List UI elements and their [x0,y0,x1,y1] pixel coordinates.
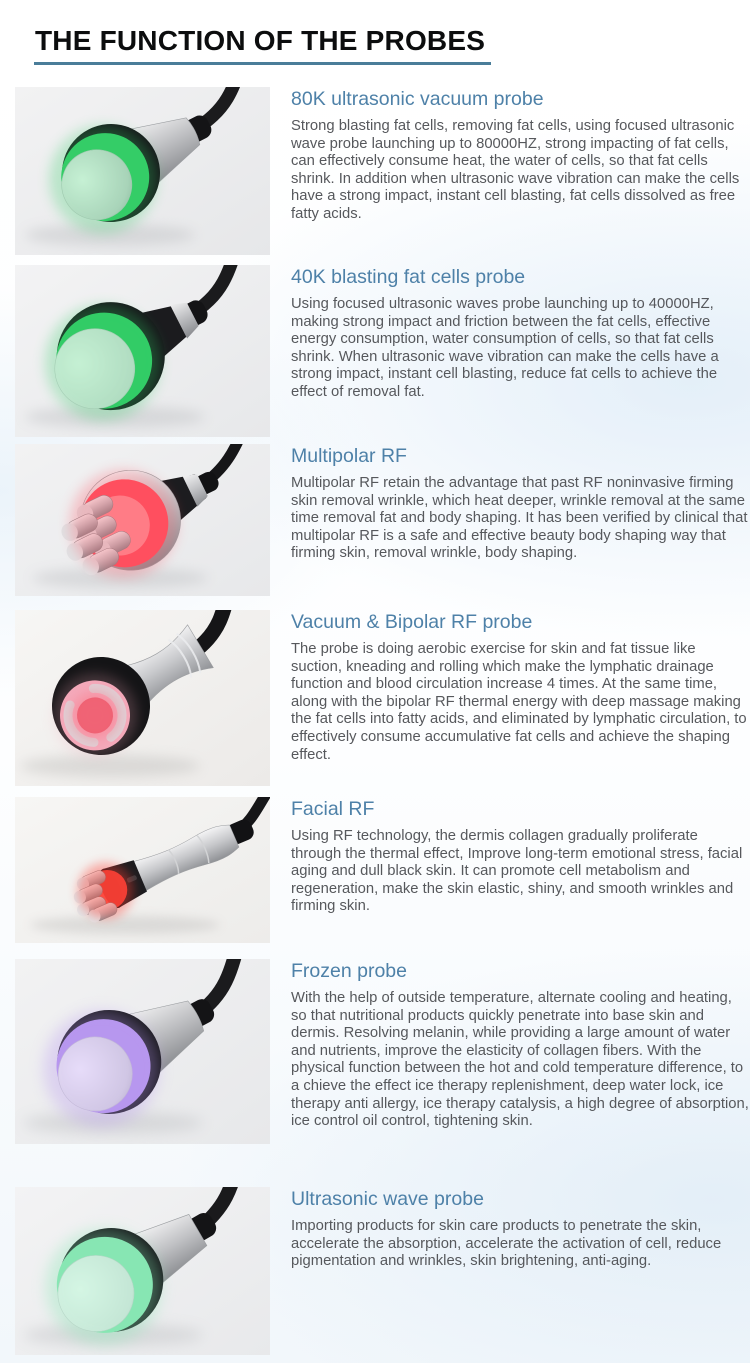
section-ultrasonic-wave-probe [15,1187,750,1355]
section-heading: Multipolar RF [291,445,407,467]
title-section [0,0,750,65]
page-title: THE FUNCTION OF THE PROBES [34,25,491,65]
probe-image-facial-rf [15,797,270,943]
section-vacuum-bipolar-rf [15,610,750,786]
section-heading: Vacuum & Bipolar RF probe [291,611,533,633]
section-text [291,87,750,224]
section-heading: 40K blasting fat cells probe [291,266,526,288]
section-body: Using RF technology, the dermis collagen gradually proliferate through the thermal effect, Improve long-term emotional stress, facial aging and dull black skin. It can promote cell metabolism and regeneration, make the skin elastic, shiny, and smooth wrinkles and firming skin. [291,828,743,915]
probe-sections [0,87,750,1355]
section-80k-vacuum-probe [15,87,750,255]
section-body: Strong blasting fat cells, removing fat cells, using focused ultrasonic wave probe launching up to 80000HZ, strong impacting of fat cells, can effectively consume heat, the water of cells, so that fat cells shrink. In addition when ultrasonic wave vibration can make the cells have a strong impact, instant cell blasting, fat cells dissolved as free fatty acids. [291,118,740,222]
probe-photo-illustration [15,959,270,1144]
probe-image-frozen [15,959,270,1144]
probe-image-vacuum-bipolar [15,610,270,786]
section-facial-rf [15,797,750,943]
section-body: Multipolar RF retain the advantage that past RF noninvasive firming skin removal wrinkle, which heat deeper, wrinkle removal at the same time removal fat and body shaping. It has been verified by clinical that multipolar RF is a safe and effective beauty body shaping way that firming skin, removal wrinkle, body shaping. [291,475,748,562]
probe-photo-illustration [15,265,270,437]
probe-photo-illustration [15,610,270,786]
probe-photo-illustration [15,1187,270,1355]
probe-image-40k [15,265,270,437]
section-text [291,610,750,764]
probe-photo-illustration [15,444,270,596]
section-body: With the help of outside temperature, alternate cooling and heating, so that nutritional products quickly penetrate into base skin and dermis. Resolving melanin, while providing a large amount of water and nutrients, improve the elasticity of collagen fibers. With the physical function between the hot and cold temperature difference, to a chieve the effect ice therapy replenishment, deep water lock, ice therapy anti allergy, ice therapy catalysis, a high degree of absorption, ice control oil control, tightening skin. [291,990,749,1130]
section-heading: 80K ultrasonic vacuum probe [291,88,544,110]
section-40k-blasting-probe [15,265,750,437]
section-frozen-probe [15,959,750,1144]
section-heading: Frozen probe [291,960,407,982]
section-heading: Facial RF [291,798,375,820]
section-multipolar-rf [15,444,750,596]
section-body: Importing products for skin care products to penetrate the skin, accelerate the absorption, accelerate the activation of cell, reduce pigmentation and wrinkles, skin brightening, anti-aging. [291,1218,722,1270]
section-heading: Ultrasonic wave probe [291,1188,484,1210]
probe-photo-illustration [15,87,270,255]
probe-image-ultrasonic-wave [15,1187,270,1355]
section-text [291,797,750,916]
section-text [291,1187,750,1271]
probe-image-multipolar [15,444,270,596]
probe-image-80k [15,87,270,255]
section-text [291,444,750,563]
probe-photo-illustration [15,797,270,943]
section-body: Using focused ultrasonic waves probe launching up to 40000HZ, making strong impact and friction between the fat cells, effective energy consumption, water consumption of cells, so that fat cells shrink. When ultrasonic wave vibration can make the cells have a strong impact, instant cell blasting, reduce fat cells to achieve the effect of removal fat. [291,296,719,400]
section-body: The probe is doing aerobic exercise for skin and fat tissue like suction, kneading and rolling which make the lymphatic drainage function and blood circulation increase 4 times. At the same time, along with the bipolar RF thermal energy with deep massage making the fat cells into fatty acids, and eliminated by lymphatic circulation, to effectively consume accumulative fat cells and achieve the shaping effect. [291,641,747,763]
section-text [291,959,750,1131]
section-text [291,265,750,402]
